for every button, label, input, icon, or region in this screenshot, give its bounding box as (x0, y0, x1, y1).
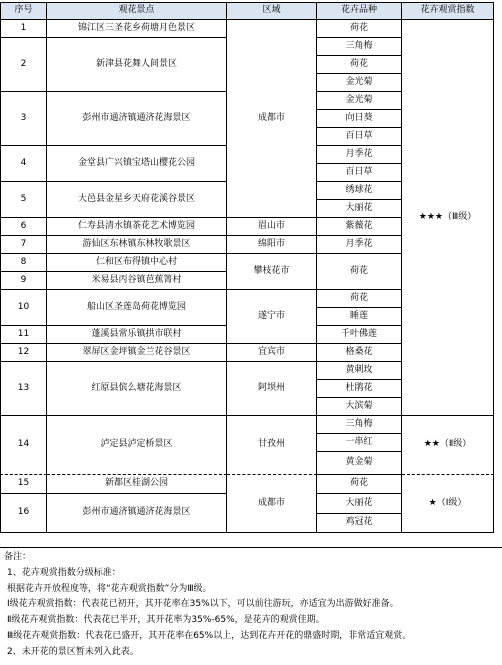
row-no: 16 (0, 494, 47, 533)
scenic-spot: 翠屏区金坪镇金兰花谷景区 (47, 344, 227, 362)
row-no: 7 (0, 236, 47, 254)
flower-variety: 大滨菊 (317, 398, 402, 416)
flower-variety: 黄金菊 (317, 452, 402, 475)
scenic-spot: 仁寿县清水镇茶花艺术博览园 (47, 218, 227, 236)
note-line: Ⅲ级花卉观赏指数：代表花已盛开，其开花率在65%以上，达到花卉开花的鼎盛时期，非常适宜观赏。 (7, 631, 412, 641)
header-flower: 花卉品种 (317, 2, 402, 20)
row-no: 2 (0, 38, 47, 92)
flower-variety: 三角梅 (317, 416, 402, 434)
row-no: 4 (0, 146, 47, 182)
row-no: 6 (0, 218, 47, 236)
row-no: 8 (0, 254, 47, 272)
flower-variety: 千叶佛莲 (317, 326, 402, 344)
row-no: 3 (0, 92, 47, 146)
scenic-spot: 彭州市通济镇通济花海景区 (47, 494, 227, 533)
scenic-spot: 金堂县广兴镇宝塔山樱花公园 (47, 146, 227, 182)
flower-variety: 百日草 (317, 128, 402, 146)
flower-variety: 荷花 (317, 475, 402, 494)
header-rating: 花卉观赏指数 (402, 2, 494, 20)
scenic-spot: 蓬溪县常乐镇拱市联村 (47, 326, 227, 344)
flower-variety: 荷花 (317, 254, 402, 290)
rating-level-2: ★★（Ⅱ级） (402, 416, 494, 475)
header-no: 序号 (0, 2, 47, 20)
row-no: 14 (0, 416, 47, 475)
flower-variety: 大丽花 (317, 200, 402, 218)
note-line: 2、未开花的景区暂未列入此表。 (7, 646, 139, 657)
flower-variety: 荷花 (317, 56, 402, 74)
region-panzhihua: 攀枝花市 (227, 254, 317, 290)
flower-variety: 月季花 (317, 146, 402, 164)
flower-variety: 大丽花 (317, 494, 402, 513)
dashed-separator (0, 415, 494, 416)
flower-variety: 金光菊 (317, 74, 402, 92)
row-no: 10 (0, 290, 47, 326)
region-meishan: 眉山市 (227, 218, 317, 236)
row-no: 5 (0, 182, 47, 218)
scenic-spot: 船山区圣莲岛荷花博览园 (47, 290, 227, 326)
scenic-spot: 新津县花舞人间景区 (47, 38, 227, 92)
note-line: 1、花卉观赏指数分级标准： (7, 567, 121, 578)
flower-variety: 睡莲 (317, 308, 402, 326)
row-no: 15 (0, 475, 47, 494)
flower-variety: 杜鹃花 (317, 380, 402, 398)
region-suining: 遂宁市 (227, 290, 317, 344)
scenic-spot: 新都区桂湖公园 (47, 475, 227, 494)
scenic-spot: 彭州市通济镇通济花海景区 (47, 92, 227, 146)
header-spot: 观花景点 (47, 2, 227, 20)
region-yibin: 宜宾市 (227, 344, 317, 362)
note-line: Ⅱ级花卉观赏指数：代表花已半开，其开花率为35%-65%，是花卉的观赏佳期。 (7, 615, 325, 626)
flower-variety: 黄刺玫 (317, 362, 402, 380)
scenic-spot: 泸定县泸定桥景区 (47, 416, 227, 475)
row-no: 13 (0, 362, 47, 416)
notes-divider (0, 547, 502, 548)
rating-level-1: ★（Ⅰ级） (402, 475, 494, 533)
region-mianyang: 绵阳市 (227, 236, 317, 254)
flower-variety: 月季花 (317, 236, 402, 254)
rating-level-3: ★★★（Ⅲ级） (402, 20, 494, 416)
flower-variety: 紫薇花 (317, 218, 402, 236)
scenic-spot: 游仙区东林镇东林牧歌景区 (47, 236, 227, 254)
flower-variety: 荷花 (317, 290, 402, 308)
flower-variety: 绣球花 (317, 182, 402, 200)
scenic-spot: 米易县丙谷镇芭蕉箐村 (47, 272, 227, 290)
flower-variety: 百日草 (317, 164, 402, 182)
header-region: 区域 (227, 2, 317, 20)
flower-variety: 三角梅 (317, 38, 402, 56)
flower-variety: 金光菊 (317, 92, 402, 110)
region-ganzi: 甘孜州 (227, 416, 317, 475)
row-no: 1 (0, 20, 47, 38)
scenic-spot: 大邑县金星乡天府花溪谷景区 (47, 182, 227, 218)
scenic-spot: 仁和区布得镇中心村 (47, 254, 227, 272)
region-aba: 阿坝州 (227, 362, 317, 416)
note-line: 根据花卉开放程度等，将“花卉观赏指数”分为Ⅲ级。 (7, 583, 212, 594)
note-line: Ⅰ级花卉观赏指数：代表花已初开，其开花率在35%以下，可以前往游玩，亦适宜为出游做好准备。 (7, 599, 399, 610)
region-chengdu: 成都市 (227, 20, 317, 218)
notes-title: 备注： (4, 552, 32, 562)
region-chengdu-2: 成都市 (227, 475, 317, 533)
flower-variety: 鸡冠花 (317, 514, 402, 533)
flower-variety: 向日葵 (317, 110, 402, 128)
scenic-spot: 红原县傧么塘花海景区 (47, 362, 227, 416)
flower-variety: 一串红 (317, 434, 402, 452)
row-no: 12 (0, 344, 47, 362)
row-no: 9 (0, 272, 47, 290)
flower-variety: 格桑花 (317, 344, 402, 362)
row-no: 11 (0, 326, 47, 344)
flower-variety: 荷花 (317, 20, 402, 38)
scenic-spot: 锦江区三圣花乡荷塘月色景区 (47, 20, 227, 38)
